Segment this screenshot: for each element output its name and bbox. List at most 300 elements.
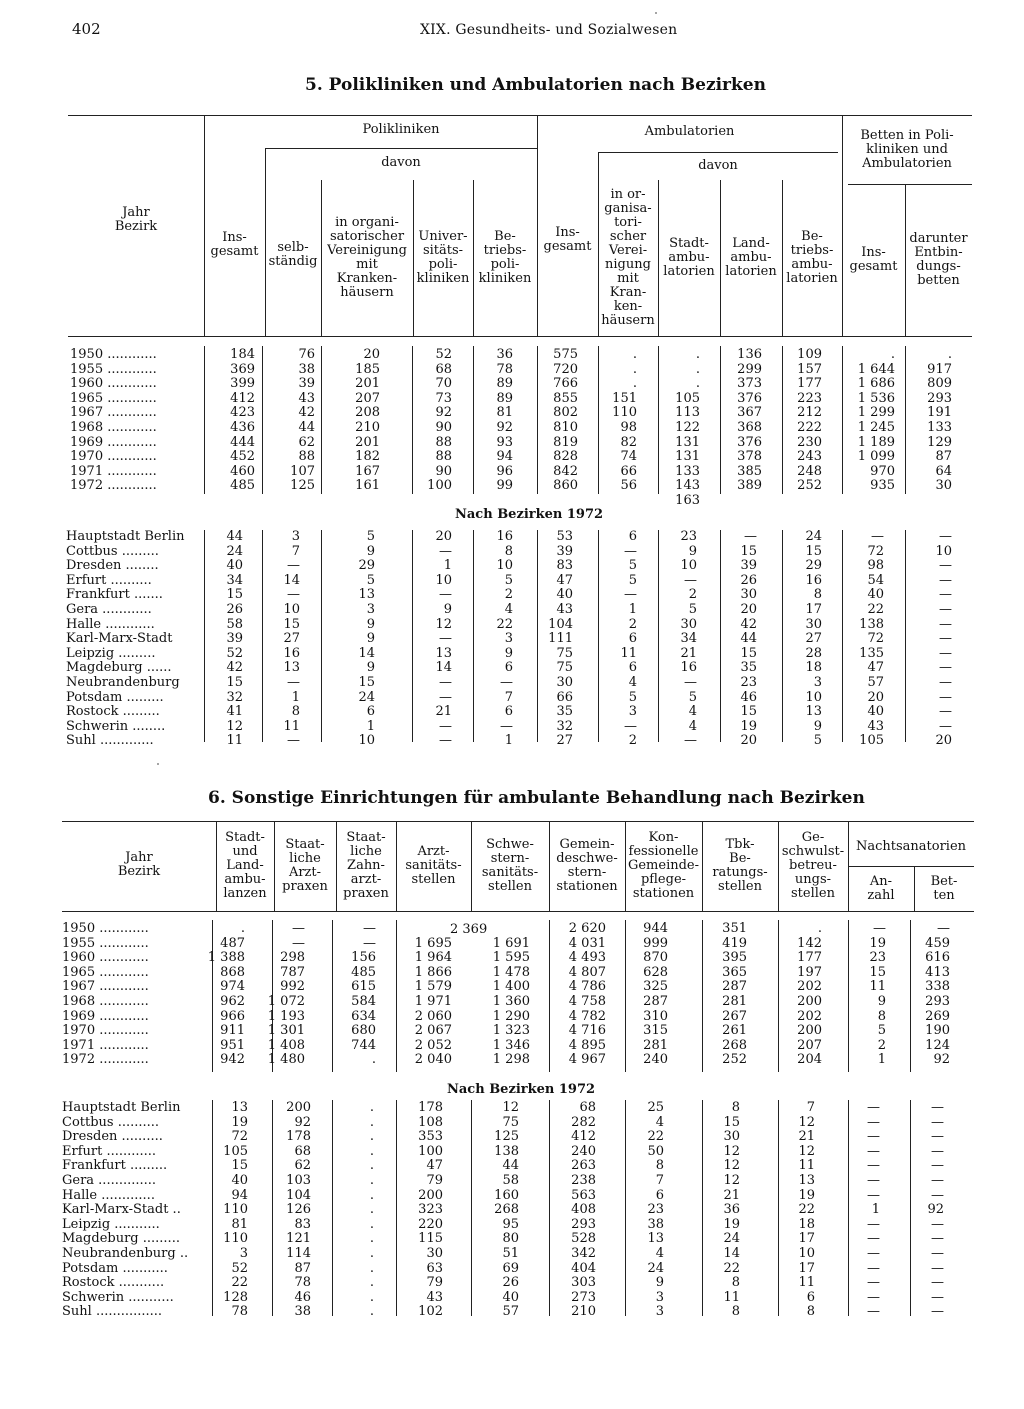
row-label: 1968 ............ (70, 419, 157, 435)
table-cell: — (439, 631, 452, 647)
table-cell: 14 (283, 572, 300, 588)
table-cell: 5 (877, 1023, 886, 1039)
table-cell: 105 (859, 733, 884, 749)
value-column (382, 922, 452, 1068)
table-cell: 293 (925, 993, 950, 1009)
t5-head-c8: Stadt- ambu- latorien (663, 235, 715, 280)
table-cell: 4 (655, 1245, 664, 1261)
table-cell: 16 (496, 529, 513, 544)
running-title: XIX. Gesundheits- und Sozialwesen (420, 22, 678, 38)
table-cell: . (371, 1052, 376, 1068)
table-cell: 74 (620, 449, 637, 465)
table-cell: 177 (797, 376, 822, 392)
table-cell: 11 (226, 733, 243, 749)
t6-head-stub: Jahr Bezirk (117, 849, 161, 879)
table-cell: 399 (230, 376, 255, 392)
t5-head-c1: Ins- gesamt (210, 229, 259, 259)
table-cell: 43 (298, 390, 315, 406)
table-cell: — (867, 1231, 880, 1247)
t5-head-betten: Betten in Poli- kliniken und Ambulatorien (860, 127, 954, 172)
table-cell: 110 (223, 1231, 248, 1247)
table-cell: 167 (355, 463, 380, 479)
table-cell: 30 (723, 1129, 740, 1145)
table-cell: . (695, 347, 700, 362)
table-cell: 72 (231, 1129, 248, 1145)
table-cell: 30 (426, 1245, 443, 1261)
table-cell: 11 (798, 1158, 815, 1174)
table-cell: 1 (504, 733, 513, 749)
t5-head-ambulatorien: Ambulatorien (644, 123, 735, 139)
value-column (373, 1101, 443, 1320)
table-cell: 177 (797, 950, 822, 966)
table-cell: — (939, 587, 952, 603)
table-cell: — (867, 1245, 880, 1261)
table-cell: 1 072 (267, 993, 305, 1009)
table-cell: 113 (675, 405, 700, 421)
row-label: 1967 ............ (62, 979, 149, 995)
table-cell: 1 346 (492, 1037, 530, 1053)
table-cell: 111 (548, 631, 573, 647)
table-cell: 4 (628, 674, 637, 690)
table-cell: . (369, 1260, 374, 1276)
table-cell: 124 (925, 1037, 950, 1053)
table-cell: 1 695 (414, 935, 452, 951)
table-cell: 223 (797, 390, 822, 406)
table-cell: 12 (435, 616, 452, 632)
table-cell: 30 (740, 587, 757, 603)
t5-subheading: Nach Bezirken 1972 (455, 507, 604, 522)
table-cell: 207 (355, 390, 380, 406)
table-cell: 563 (571, 1187, 596, 1203)
table-cell: 369 (230, 361, 255, 377)
table-cell: 24 (358, 689, 375, 705)
table-cell: 3 (366, 601, 375, 617)
table-cell: — (744, 529, 757, 544)
table-cell: 129 (927, 434, 952, 450)
table-cell: 68 (294, 1143, 311, 1159)
table-cell: 7 (806, 1100, 815, 1115)
table-cell: 4 716 (568, 1023, 606, 1039)
table-cell: 999 (643, 935, 668, 951)
table-cell: 27 (556, 733, 573, 749)
table-cell: — (931, 1275, 944, 1291)
table-cell: 281 (722, 993, 747, 1009)
table-cell: 63 (426, 1260, 443, 1276)
table-cell: 95 (502, 1216, 519, 1232)
table-cell: 1 360 (492, 993, 530, 1009)
table-cell: 4 758 (568, 993, 606, 1009)
table-cell: 942 (220, 1052, 245, 1068)
table-cell: 819 (553, 434, 578, 450)
table-cell: 96 (496, 463, 513, 479)
table-cell: 9 (366, 543, 375, 559)
table-cell: 230 (797, 434, 822, 450)
table-cell: 64 (935, 463, 952, 479)
row-label: Schwerin ........... (62, 1289, 174, 1305)
table-cell: 944 (643, 921, 668, 936)
row-label: Schwerin ........ (66, 718, 166, 734)
table-cell: 87 (294, 1260, 311, 1276)
table-cell: 6 (628, 660, 637, 676)
table-cell: 66 (556, 689, 573, 705)
table-cell: 19 (740, 718, 757, 734)
table-cell: 21 (723, 1187, 740, 1203)
table-cell: 143 (675, 478, 700, 494)
row-label: 1969 ............ (62, 1008, 149, 1024)
table-cell: 4 807 (568, 964, 606, 980)
value-column (874, 1101, 944, 1320)
t6-head-c3: Staat- liche Zahn- arzt- praxen (343, 829, 389, 902)
table-cell: — (873, 921, 886, 936)
table-cell: 368 (737, 419, 762, 435)
table-cell: 342 (571, 1245, 596, 1261)
table-cell: 1 579 (414, 979, 452, 995)
table-cell: 110 (223, 1202, 248, 1218)
value-column (752, 922, 822, 1068)
table-cell: 528 (571, 1231, 596, 1247)
t6-head-c7: Kon- fessionelle Gemeinde- pflege- stationen (627, 829, 700, 902)
table-cell: 2 (877, 1037, 886, 1053)
table-cell: 22 (496, 616, 513, 632)
table-cell: 744 (351, 1037, 376, 1053)
table-cell: 2 620 (568, 921, 606, 936)
table-cell: 419 (722, 935, 747, 951)
table-cell: . (369, 1114, 374, 1130)
table-cell: 1 686 (857, 376, 895, 392)
table-cell: — (939, 529, 952, 544)
table-cell: 125 (290, 478, 315, 494)
table-cell: 485 (230, 478, 255, 494)
table-cell: . (369, 1202, 374, 1218)
table-cell: 73 (435, 390, 452, 406)
table6-title: 6. Sonstige Einrichtungen für ambulante Behandlung nach Bezirken (208, 788, 865, 808)
table-cell: 151 (612, 390, 637, 406)
table-cell: 83 (556, 558, 573, 574)
table-cell: 22 (647, 1129, 664, 1145)
table-cell: — (939, 660, 952, 676)
table-cell: 6 (628, 631, 637, 647)
table-cell: 21 (435, 704, 452, 720)
t5-head-c2: selb- ständig (268, 239, 318, 269)
table-cell: 2 (628, 733, 637, 749)
table-cell: 13 (358, 587, 375, 603)
table-cell: 855 (553, 390, 578, 406)
table-cell: 103 (286, 1172, 311, 1188)
t5-head-c7: in or- ganisa- tori- scher Verei- nigung mit Kran- ken- häusern (601, 186, 655, 329)
table-cell: 68 (435, 361, 452, 377)
table-cell: — (931, 1114, 944, 1130)
table-cell: . (369, 1172, 374, 1188)
table-cell: 9 (366, 616, 375, 632)
table-cell: 8 (731, 1100, 740, 1115)
table-cell: 1 971 (414, 993, 452, 1009)
table-cell: 30 (805, 616, 822, 632)
table-cell: 16 (283, 645, 300, 661)
table-cell: 201 (355, 376, 380, 392)
table-cell: 43 (867, 718, 884, 734)
value-column (882, 348, 952, 494)
table-cell: 2 040 (414, 1052, 452, 1068)
table-cell: 16 (680, 660, 697, 676)
table5-title: 5. Polikliniken und Ambulatorien nach Bezirken (305, 75, 766, 95)
table-cell: 78 (231, 1304, 248, 1320)
table-cell: 39 (740, 558, 757, 574)
table-cell: 68 (579, 1100, 596, 1115)
table-cell: 1 298 (492, 1052, 530, 1068)
table-cell: 78 (496, 361, 513, 377)
table-cell: 12 (502, 1100, 519, 1115)
row-label: 1960 ............ (70, 376, 157, 392)
value-column (449, 1101, 519, 1320)
table-cell: 72 (867, 631, 884, 647)
table-cell: 1 866 (414, 964, 452, 980)
table-cell: 220 (418, 1216, 443, 1232)
table-cell: 35 (556, 704, 573, 720)
table-cell: 34 (226, 572, 243, 588)
table-cell: — (867, 1216, 880, 1232)
table-cell: 15 (231, 1158, 248, 1174)
row-label: 1968 ............ (62, 993, 149, 1009)
row-label: Gera ............ (66, 601, 152, 617)
table-cell: 105 (675, 390, 700, 406)
value-column (814, 530, 884, 749)
table-cell: — (939, 645, 952, 661)
table-cell: 88 (435, 449, 452, 465)
table-cell: 202 (797, 979, 822, 995)
table-cell: 182 (355, 449, 380, 465)
table-cell: 19 (723, 1216, 740, 1232)
table-cell: 11 (798, 1275, 815, 1291)
table-cell: 6 (628, 529, 637, 544)
table-cell: 17 (798, 1231, 815, 1247)
table-cell: 5 (688, 601, 697, 617)
row-label: Cottbus .......... (62, 1114, 160, 1130)
table-cell: 58 (226, 616, 243, 632)
table-cell: 53 (556, 529, 573, 544)
table-cell: 3 (628, 704, 637, 720)
table-cell: — (684, 733, 697, 749)
table-cell: 25 (647, 1100, 664, 1115)
table-cell: 351 (722, 921, 747, 936)
table-cell: 76 (298, 347, 315, 362)
table-cell: 293 (571, 1216, 596, 1232)
value-column (630, 348, 700, 509)
table-cell: . (369, 1245, 374, 1261)
table-cell: 9 (366, 631, 375, 647)
table-cell: 293 (927, 390, 952, 406)
t6-head-c6: Gemein- deschwe- stern- stationen (556, 836, 618, 895)
table-cell: — (867, 1304, 880, 1320)
table-cell: 88 (298, 449, 315, 465)
table-cell: 47 (556, 572, 573, 588)
table-cell: 75 (556, 660, 573, 676)
table-cell: 787 (280, 964, 305, 980)
table-cell: 992 (280, 979, 305, 995)
table-cell: 252 (722, 1052, 747, 1068)
table-cell: 7 (655, 1172, 664, 1188)
table-cell: . (632, 361, 637, 377)
row-label: Dresden ........ (66, 558, 159, 574)
table-cell: 412 (230, 390, 255, 406)
table-cell: 766 (553, 376, 578, 392)
table-cell: 1 400 (492, 979, 530, 995)
table-cell: 243 (797, 449, 822, 465)
value-column (382, 348, 452, 494)
t6-head-c11: Bet- ten (930, 873, 958, 903)
table-cell: 11 (620, 645, 637, 661)
table-cell: 6 (504, 660, 513, 676)
table-cell: 1 245 (857, 419, 895, 435)
print-speck (157, 763, 159, 765)
table-cell: 287 (643, 993, 668, 1009)
table-cell: — (439, 718, 452, 734)
table-cell: 325 (643, 979, 668, 995)
table-cell: 970 (870, 463, 895, 479)
table-cell: 136 (737, 347, 762, 362)
table-cell: 204 (797, 1052, 822, 1068)
t5-year-stub (70, 348, 204, 494)
table-cell: 460 (230, 463, 255, 479)
table-cell: 83 (294, 1216, 311, 1232)
table-cell: 8 (655, 1158, 664, 1174)
table-cell: 23 (647, 1202, 664, 1218)
table-cell: — (624, 543, 637, 559)
table-cell: 5 (628, 572, 637, 588)
table-cell: 9 (655, 1275, 664, 1291)
table-cell: 8 (731, 1304, 740, 1320)
row-label: 1971 ............ (70, 463, 157, 479)
table-cell: 4 (504, 601, 513, 617)
row-label: 1955 ............ (62, 935, 149, 951)
table-cell: 9 (813, 718, 822, 734)
table-cell: 54 (867, 572, 884, 588)
table-cell: . (947, 347, 952, 362)
table-cell: — (867, 1114, 880, 1130)
table-cell: 634 (351, 1008, 376, 1024)
table-cell: 408 (571, 1202, 596, 1218)
table-cell: — (931, 1216, 944, 1232)
row-label: Hauptstadt Berlin (66, 529, 185, 544)
table-cell: — (867, 1260, 880, 1276)
table-cell: 29 (358, 558, 375, 574)
table-cell: — (287, 558, 300, 574)
value-column (816, 922, 886, 1068)
table-cell: 628 (643, 964, 668, 980)
table-cell: — (939, 616, 952, 632)
table-cell: 1 (877, 1052, 886, 1068)
table-cell: 15 (226, 587, 243, 603)
table-cell: 39 (298, 376, 315, 392)
table-cell: 201 (355, 434, 380, 450)
table-cell: 2 067 (414, 1023, 452, 1039)
table-cell: 6 (806, 1289, 815, 1305)
table-cell: . (817, 921, 822, 936)
table-cell: — (867, 1187, 880, 1203)
table-cell: 90 (435, 419, 452, 435)
table-cell: 24 (647, 1260, 664, 1276)
value-column (752, 348, 822, 494)
table-cell: 40 (556, 587, 573, 603)
table-cell: 252 (797, 478, 822, 494)
table-cell: 69 (502, 1260, 519, 1276)
table-cell: 100 (427, 478, 452, 494)
table-cell: 26 (740, 572, 757, 588)
table-cell: 11 (869, 979, 886, 995)
row-label: Suhl ............. (66, 733, 154, 749)
value-column (230, 530, 300, 749)
table-cell: . (369, 1304, 374, 1320)
table-cell: 39 (226, 631, 243, 647)
t5-head-c4: Univer- sitäts- poli- kliniken (416, 228, 470, 287)
table-cell: 82 (620, 434, 637, 450)
row-label: Rostock ........... (62, 1275, 165, 1291)
table-cell: 17 (805, 601, 822, 617)
row-label: 1950 ............ (62, 921, 149, 936)
value-column (567, 348, 637, 494)
table-cell: 616 (925, 950, 950, 966)
table-cell: — (684, 674, 697, 690)
table-cell: 299 (737, 361, 762, 377)
value-column (245, 348, 315, 494)
table-cell: 6 (655, 1187, 664, 1203)
table-cell: 43 (556, 601, 573, 617)
row-label: Cottbus ......... (66, 543, 159, 559)
table-cell: — (867, 1143, 880, 1159)
table-cell: 104 (286, 1187, 311, 1203)
value-column (310, 348, 380, 494)
table-cell: — (939, 689, 952, 705)
table-cell: 108 (418, 1114, 443, 1130)
row-label: Neubrandenburg .. (62, 1245, 189, 1261)
table-cell: 51 (502, 1245, 519, 1261)
table-cell: 20 (935, 733, 952, 749)
table-cell: 4 967 (568, 1052, 606, 1068)
table-cell: 720 (553, 361, 578, 377)
table-cell: 62 (298, 434, 315, 450)
table-cell: 44 (502, 1158, 519, 1174)
table-cell: 1 290 (492, 1008, 530, 1024)
table-cell: — (939, 572, 952, 588)
table-cell: 6 (504, 704, 513, 720)
value-column (670, 1101, 740, 1320)
table-cell: 29 (805, 558, 822, 574)
t6-head-c4: Arzt- sanitäts- stellen (405, 843, 462, 888)
table-cell: 974 (220, 979, 245, 995)
table-cell: 52 (435, 347, 452, 362)
table-cell: 8 (504, 543, 513, 559)
table-cell: 102 (418, 1304, 443, 1320)
table-cell: 4 895 (568, 1037, 606, 1053)
table-cell: — (937, 921, 950, 936)
row-label: 1950 ............ (70, 347, 157, 362)
table-cell: 14 (723, 1245, 740, 1261)
table-cell: 100 (418, 1143, 443, 1159)
table-cell: 138 (859, 616, 884, 632)
value-column (382, 530, 452, 749)
table-cell: — (939, 674, 952, 690)
row-label: Erfurt .......... (66, 572, 152, 588)
table-cell: 107 (290, 463, 315, 479)
table-cell: 2 060 (414, 1008, 452, 1024)
table-cell: 47 (426, 1158, 443, 1174)
table-cell: — (867, 1289, 880, 1305)
table-cell: 34 (680, 631, 697, 647)
table-cell: 207 (797, 1037, 822, 1053)
table-cell: 3 (655, 1304, 664, 1320)
table-cell: 24 (723, 1231, 740, 1247)
table-cell: — (439, 674, 452, 690)
table-cell: 56 (620, 478, 637, 494)
